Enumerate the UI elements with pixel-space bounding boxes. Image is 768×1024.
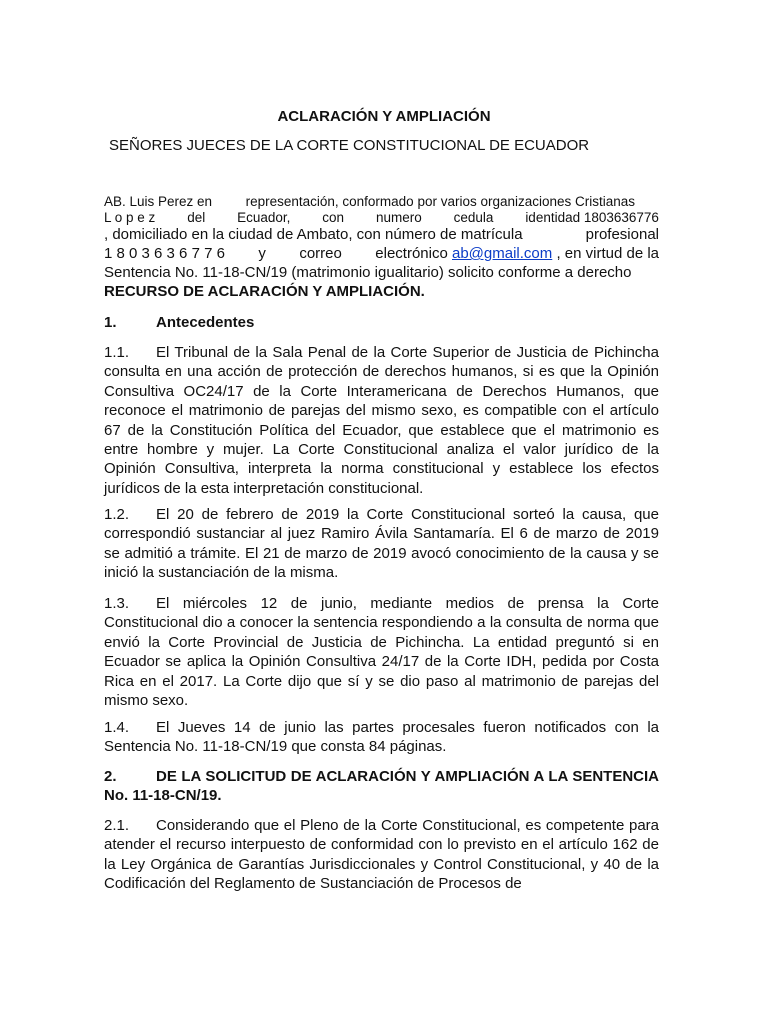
intro-line-3: , domiciliado en la ciudad de Ambato, con número de matrícula profesional bbox=[104, 226, 659, 243]
intro-line-5: Sentencia No. 11-18-CN/19 (matrimonio igualitario) solicito conforme a derecho bbox=[104, 264, 632, 281]
paragraph-1-1: 1.1. El Tribunal de la Sala Penal de la Corte Superior de Justicia de Pichincha consulta en una acción de protección de derechos humanos, si es que la Opinión Consultiva OC24/17 de la Corte Interamericana de Derechos Humanos, que reconoce el matrimonio de parejas del mismo sexo, es compatible con el artículo 67 de la Constitución Política del Ecuador, que establece que el matrimonio es entre hombre y mujer. La Corte Constitucional analiza el valor jurídico de la Opinión Consultiva, interpreta la norma constitucional y establece los efectos jurídicos de la esta interpretación constitucional. bbox=[104, 344, 659, 497]
intro-line-2: L o p e z del Ecuador, con numero cedula identidad 1803636776 bbox=[104, 210, 659, 225]
intro-name: AB. Luis Perez en bbox=[104, 194, 213, 209]
intro-line-1 bbox=[104, 194, 659, 209]
document-title: ACLARACIÓN Y AMPLIACIÓN bbox=[277, 108, 491, 125]
paragraph-2-1: 2.1. Considerando que el Pleno de la Corte Constitucional, es competente para atender el recurso interpuesto de conformidad con lo previsto en el artículo 162 de la Ley Orgánica de Garantías Jurisdiccionales y Control Constitucional, y 40 de la Codificación del Reglamento de Sustanciación de Procesos de bbox=[104, 817, 659, 893]
paragraph-1-3: 1.3. El miércoles 12 de junio, mediante medios de prensa la Corte Constitucional dio a conocer la sentencia respondiendo a la consulta de norma que envió la Corte Provincial de Justicia de Pichincha. La entidad preguntó si en Ecuador se aplica la Opinión Consultiva 24/17 de la Corte IDH, pedida por Costa Rica en el 2017. La Corte dijo que sí y se dio paso al matrimonio de parejas del mismo sexo. bbox=[104, 595, 659, 710]
paragraph-1-2: 1.2. El 20 de febrero de 2019 la Corte Constitucional sorteó la causa, que correspondió sustanciar al juez Ramiro Ávila Santamaría. El 6 de marzo de 2019 se admitió a trámite. El 21 de marzo de 2019 avocó conocimiento de la causa y se inició la sustanciación de la misma. bbox=[104, 506, 659, 582]
paragraph-1-4: 1.4. El Jueves 14 de junio las partes procesales fueron notificados con la Sentencia No. 11-18-CN/19 que consta 84 páginas. bbox=[104, 719, 659, 756]
intro-line-4: 1 8 0 3 6 3 6 7 7 6 y correo electrónico ab@gmail.com , en virtud de la bbox=[104, 245, 659, 262]
section-1-heading: 1. Antecedentes bbox=[104, 314, 255, 331]
section-2-heading: 2. DE LA SOLICITUD DE ACLARACIÓN Y AMPLIACIÓN A LA SENTENCIA No. 11-18-CN/19. bbox=[104, 768, 659, 805]
intro-representation: representación, conformado por varios organizaciones Cristianas bbox=[245, 194, 636, 209]
salutation: SEÑORES JUECES DE LA CORTE CONSTITUCIONAL DE ECUADOR bbox=[109, 137, 590, 154]
email-link[interactable]: ab@gmail.com bbox=[452, 245, 553, 262]
intro-request: RECURSO DE ACLARACIÓN Y AMPLIACIÓN. bbox=[104, 283, 425, 300]
